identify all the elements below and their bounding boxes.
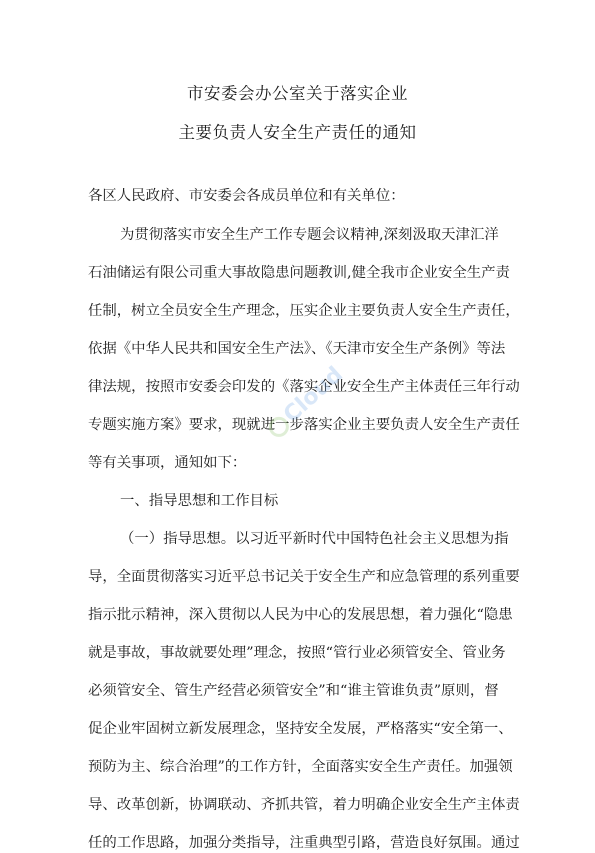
document-title-line-2: 主要负责人安全生产责任的通知 bbox=[178, 123, 417, 142]
body-line: 等有关事项，通知如下： bbox=[88, 455, 247, 471]
body-line: 指示批示精神，深入贯彻以人民为中心的发展思想，着力强化“隐患 bbox=[88, 607, 513, 623]
body-line: 石油储运有限公司重大事故隐患问题教训,健全我市企业安全生产责 bbox=[88, 265, 510, 281]
body-line: 任的工作思路，加强分类指导，注重典型引路，营造良好氛围。通过 bbox=[88, 835, 520, 851]
body-line: 预防为主、综合治理”的工作方针，全面落实安全生产责任。加强领 bbox=[88, 759, 513, 775]
body-line: 导，全面贯彻落实习近平总书记关于安全生产和应急管理的系列重要 bbox=[88, 569, 520, 585]
body-line: （一）指导思想。以习近平新时代中国特色社会主义思想为指 bbox=[120, 531, 509, 547]
body-line: 专题实施方案》要求，现就进一步落实企业主要负责人安全生产责任 bbox=[88, 417, 520, 433]
body-line: 为贯彻落实市安全生产工作专题会议精神,深刻汲取天津汇洋 bbox=[120, 227, 499, 243]
body-line: 律法规，按照市安委会印发的《落实企业安全生产主体责任三年行动 bbox=[88, 379, 520, 395]
body-line: 任制，树立全员安全生产理念，压实企业主要负责人安全生产责任， bbox=[88, 303, 520, 319]
body-line: 必须管安全、管生产经营必须管安全”和“谁主管谁负责”原则，督 bbox=[88, 683, 499, 699]
watermark bbox=[263, 350, 372, 453]
section-heading: 一、指导思想和工作目标 bbox=[120, 493, 279, 509]
body-line: 导、改革创新，协调联动、齐抓共管，着力明确企业安全生产主体责 bbox=[88, 797, 520, 813]
body-line: 依据《中华人民共和国安全生产法》、《天津市安全生产条例》等法 bbox=[88, 341, 506, 357]
document-title-line-1: 市安委会办公室关于落实企业 bbox=[187, 84, 408, 103]
watermark-text: Cloud bbox=[279, 362, 349, 428]
body-line: 就是事故，事故就要处理”理念，按照“管行业必须管安全、管业务 bbox=[88, 645, 506, 661]
salutation: 各区人民政府、市安委会各成员单位和有关单位： bbox=[88, 188, 405, 204]
body-line: 促企业牢固树立新发展理念，坚持安全发展，严格落实“安全第一、 bbox=[88, 721, 513, 737]
